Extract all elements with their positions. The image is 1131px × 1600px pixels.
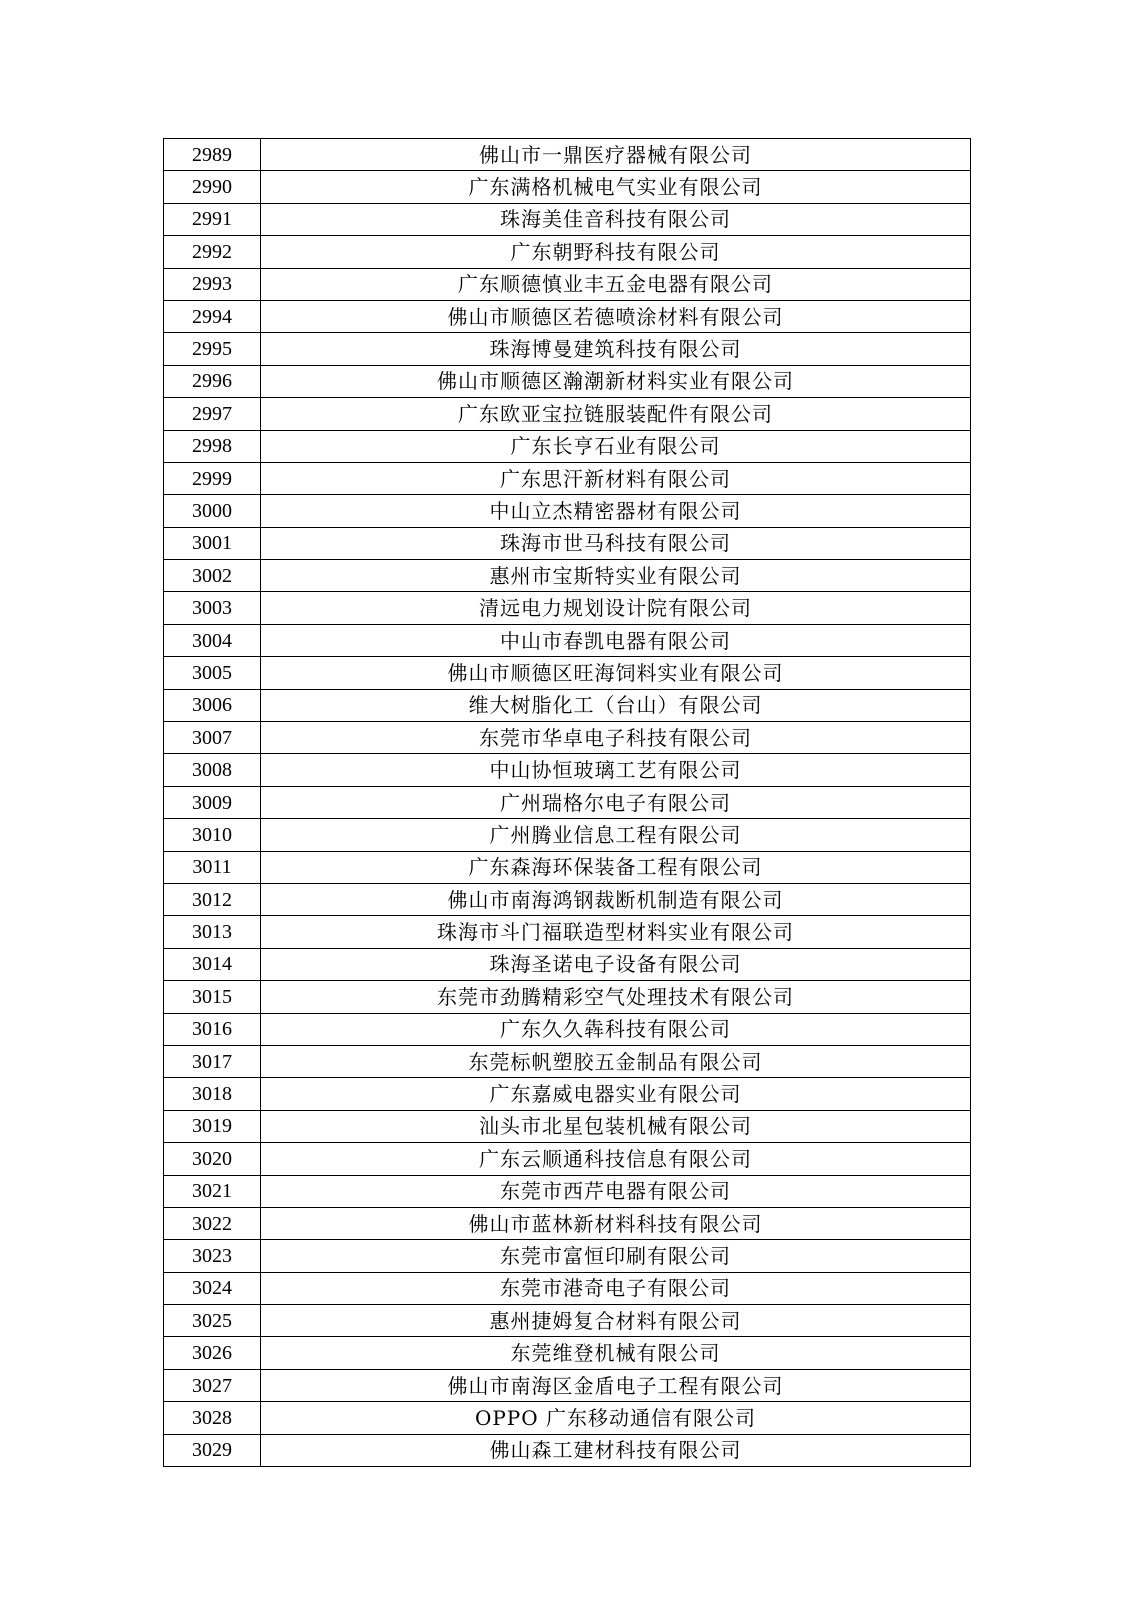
table-row <box>164 981 971 1013</box>
row-number-cell: 2993 <box>164 268 261 300</box>
table-row <box>164 430 971 462</box>
row-number-cell: 3029 <box>164 1434 261 1466</box>
table-row <box>164 203 971 235</box>
company-name-cell: 汕头市北星包装机械有限公司 <box>261 1110 971 1142</box>
row-number-cell: 3025 <box>164 1305 261 1337</box>
row-number-cell: 3018 <box>164 1078 261 1110</box>
table-row <box>164 948 971 980</box>
company-name-cell: 珠海博曼建筑科技有限公司 <box>261 333 971 365</box>
table-row <box>164 1045 971 1077</box>
table-row <box>164 851 971 883</box>
row-number-cell: 3015 <box>164 981 261 1013</box>
table-row <box>164 1272 971 1304</box>
table-row <box>164 754 971 786</box>
company-name-cell: 佛山市顺德区旺海饲料实业有限公司 <box>261 657 971 689</box>
table-row <box>164 657 971 689</box>
company-name-cell: 广东朝野科技有限公司 <box>261 236 971 268</box>
table-row <box>164 1013 971 1045</box>
company-name-cell: OPPO 广东移动通信有限公司 <box>261 1402 971 1434</box>
row-number-cell: 2997 <box>164 398 261 430</box>
company-name-cell: 东莞市西芹电器有限公司 <box>261 1175 971 1207</box>
row-number-cell: 3028 <box>164 1402 261 1434</box>
company-name-cell: 佛山市顺德区瀚潮新材料实业有限公司 <box>261 365 971 397</box>
row-number-cell: 3002 <box>164 560 261 592</box>
table-row <box>164 1240 971 1272</box>
table-row <box>164 1402 971 1434</box>
table-row <box>164 819 971 851</box>
table-row <box>164 171 971 203</box>
company-name-cell: 东莞市港奇电子有限公司 <box>261 1272 971 1304</box>
company-name-cell: 佛山森工建材科技有限公司 <box>261 1434 971 1466</box>
company-name-cell: 广东久久犇科技有限公司 <box>261 1013 971 1045</box>
company-name-cell: 维大树脂化工（台山）有限公司 <box>261 689 971 721</box>
table-row <box>164 786 971 818</box>
row-number-cell: 3016 <box>164 1013 261 1045</box>
table-row <box>164 1207 971 1239</box>
company-name-cell: 佛山市蓝林新材料科技有限公司 <box>261 1207 971 1239</box>
company-name-cell: 珠海圣诺电子设备有限公司 <box>261 948 971 980</box>
table-row <box>164 1305 971 1337</box>
row-number-cell: 2996 <box>164 365 261 397</box>
company-name-cell: 清远电力规划设计院有限公司 <box>261 592 971 624</box>
table-row <box>164 1110 971 1142</box>
table-row <box>164 1369 971 1401</box>
row-number-cell: 2992 <box>164 236 261 268</box>
table-row <box>164 236 971 268</box>
company-name-cell: 珠海美佳音科技有限公司 <box>261 203 971 235</box>
row-number-cell: 2998 <box>164 430 261 462</box>
row-number-cell: 3011 <box>164 851 261 883</box>
table-row <box>164 527 971 559</box>
row-number-cell: 3026 <box>164 1337 261 1369</box>
company-name-cell: 东莞市富恒印刷有限公司 <box>261 1240 971 1272</box>
table-row <box>164 560 971 592</box>
row-number-cell: 2995 <box>164 333 261 365</box>
table-row <box>164 722 971 754</box>
table-row <box>164 916 971 948</box>
table-row <box>164 883 971 915</box>
company-list-body <box>164 139 971 1467</box>
table-row <box>164 1337 971 1369</box>
company-name-cell: 佛山市一鼎医疗器械有限公司 <box>261 139 971 171</box>
row-number-cell: 3017 <box>164 1045 261 1077</box>
row-number-cell: 3004 <box>164 624 261 656</box>
company-name-cell: 珠海市世马科技有限公司 <box>261 527 971 559</box>
table-row <box>164 624 971 656</box>
company-list-table <box>163 138 971 1467</box>
table-row <box>164 462 971 494</box>
row-number-cell: 3005 <box>164 657 261 689</box>
table-row <box>164 300 971 332</box>
company-name-cell: 广东思汗新材料有限公司 <box>261 462 971 494</box>
row-number-cell: 2990 <box>164 171 261 203</box>
table-row <box>164 495 971 527</box>
row-number-cell: 3023 <box>164 1240 261 1272</box>
company-name-cell: 东莞标帆塑胶五金制品有限公司 <box>261 1045 971 1077</box>
company-name-cell: 东莞维登机械有限公司 <box>261 1337 971 1369</box>
table-row <box>164 1434 971 1466</box>
company-name-cell: 广东欧亚宝拉链服装配件有限公司 <box>261 398 971 430</box>
company-name-cell: 广州瑞格尔电子有限公司 <box>261 786 971 818</box>
row-number-cell: 3000 <box>164 495 261 527</box>
company-name-cell: 佛山市顺德区若德喷涂材料有限公司 <box>261 300 971 332</box>
row-number-cell: 2994 <box>164 300 261 332</box>
table-row <box>164 398 971 430</box>
row-number-cell: 3019 <box>164 1110 261 1142</box>
table-row <box>164 1175 971 1207</box>
company-name-cell: 东莞市华卓电子科技有限公司 <box>261 722 971 754</box>
company-name-cell: 中山市春凯电器有限公司 <box>261 624 971 656</box>
row-number-cell: 2999 <box>164 462 261 494</box>
company-name-cell: 广东长亨石业有限公司 <box>261 430 971 462</box>
company-name-cell: 佛山市南海区金盾电子工程有限公司 <box>261 1369 971 1401</box>
table-row <box>164 139 971 171</box>
row-number-cell: 3010 <box>164 819 261 851</box>
row-number-cell: 3008 <box>164 754 261 786</box>
row-number-cell: 3024 <box>164 1272 261 1304</box>
row-number-cell: 2991 <box>164 203 261 235</box>
company-name-cell: 广东森海环保装备工程有限公司 <box>261 851 971 883</box>
company-name-cell: 广东嘉威电器实业有限公司 <box>261 1078 971 1110</box>
row-number-cell: 3027 <box>164 1369 261 1401</box>
row-number-cell: 3007 <box>164 722 261 754</box>
table-row <box>164 268 971 300</box>
row-number-cell: 3012 <box>164 883 261 915</box>
row-number-cell: 3020 <box>164 1143 261 1175</box>
table-row <box>164 1078 971 1110</box>
row-number-cell: 3013 <box>164 916 261 948</box>
table-row <box>164 333 971 365</box>
company-name-cell: 广东云顺通科技信息有限公司 <box>261 1143 971 1175</box>
company-name-cell: 广东满格机械电气实业有限公司 <box>261 171 971 203</box>
table-row <box>164 365 971 397</box>
company-name-cell: 惠州市宝斯特实业有限公司 <box>261 560 971 592</box>
table-row <box>164 592 971 624</box>
company-name-cell: 东莞市劲腾精彩空气处理技术有限公司 <box>261 981 971 1013</box>
row-number-cell: 3003 <box>164 592 261 624</box>
row-number-cell: 3014 <box>164 948 261 980</box>
company-name-cell: 中山立杰精密器材有限公司 <box>261 495 971 527</box>
row-number-cell: 3001 <box>164 527 261 559</box>
row-number-cell: 3009 <box>164 786 261 818</box>
company-name-cell: 中山协恒玻璃工艺有限公司 <box>261 754 971 786</box>
table-row <box>164 689 971 721</box>
row-number-cell: 2989 <box>164 139 261 171</box>
row-number-cell: 3006 <box>164 689 261 721</box>
table-row <box>164 1143 971 1175</box>
company-name-cell: 广州腾业信息工程有限公司 <box>261 819 971 851</box>
row-number-cell: 3021 <box>164 1175 261 1207</box>
row-number-cell: 3022 <box>164 1207 261 1239</box>
company-name-cell: 广东顺德慎业丰五金电器有限公司 <box>261 268 971 300</box>
company-name-cell: 佛山市南海鸿钢裁断机制造有限公司 <box>261 883 971 915</box>
company-name-cell: 惠州捷姆复合材料有限公司 <box>261 1305 971 1337</box>
company-name-cell: 珠海市斗门福联造型材料实业有限公司 <box>261 916 971 948</box>
